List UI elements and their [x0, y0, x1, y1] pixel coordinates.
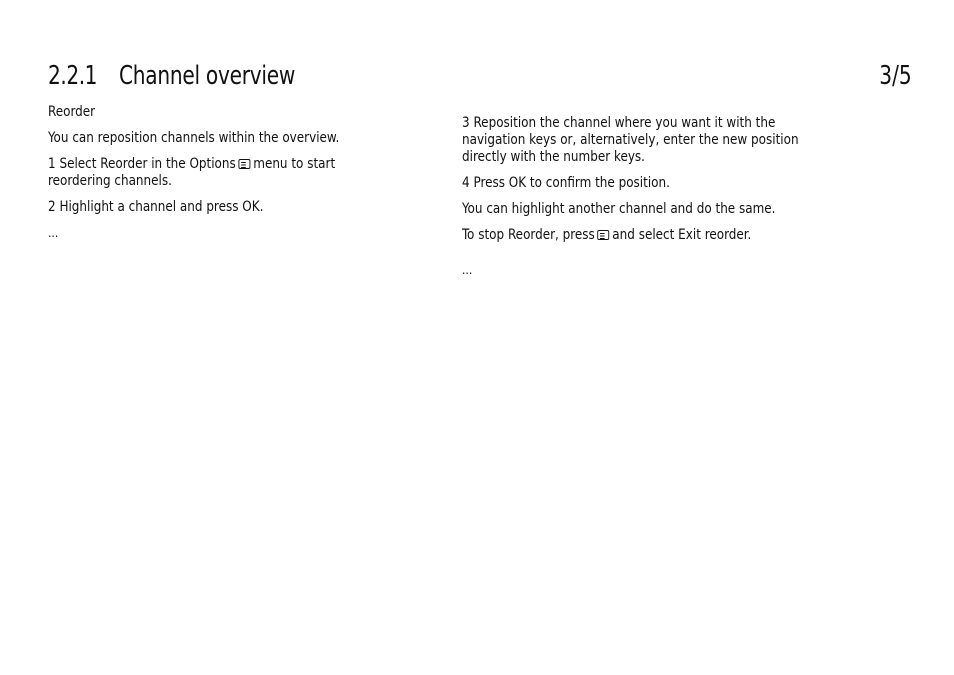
options-menu-icon: [598, 230, 610, 240]
step-3-line-3: directly with the number keys.: [462, 149, 645, 165]
paragraph-stop-reorder: [462, 227, 812, 244]
paragraph-step-2: 2 Highlight a channel and press OK.: [48, 199, 264, 215]
right-column: [462, 115, 842, 288]
paragraph-step-4: 4 Press OK to confirm the position.: [462, 175, 670, 191]
paragraph-step-1: [48, 156, 398, 190]
step-1-text-c: reordering channels.: [48, 173, 172, 189]
paragraph-reposition-intro: You can reposition channels within the overview.: [48, 130, 340, 146]
reorder-heading: Reorder: [48, 104, 96, 120]
options-menu-icon: [239, 159, 251, 169]
continuation-ellipsis-left: ...: [48, 226, 59, 240]
page-indicator: 3/5: [879, 61, 912, 91]
stop-reorder-text-a: To stop Reorder, press: [462, 227, 595, 243]
paragraph-highlight-another: You can highlight another channel and do the same.: [462, 201, 776, 217]
step-1-text-b: menu to start: [253, 156, 336, 172]
page-title: Channel overview: [119, 61, 296, 91]
step-1-text-a: 1 Select Reorder in the Options: [48, 156, 236, 172]
stop-reorder-text-b: and select Exit reorder.: [612, 227, 752, 243]
step-3-line-2: navigation keys or, alternatively, enter the new position: [462, 132, 799, 148]
page-header: [48, 60, 912, 94]
section-number: 2.2.1: [48, 61, 98, 91]
continuation-ellipsis-right: ...: [462, 263, 473, 277]
paragraph-step-3: [462, 115, 812, 166]
step-3-line-1: 3 Reposition the channel where you want it with the: [462, 115, 776, 131]
left-column: [48, 104, 428, 251]
